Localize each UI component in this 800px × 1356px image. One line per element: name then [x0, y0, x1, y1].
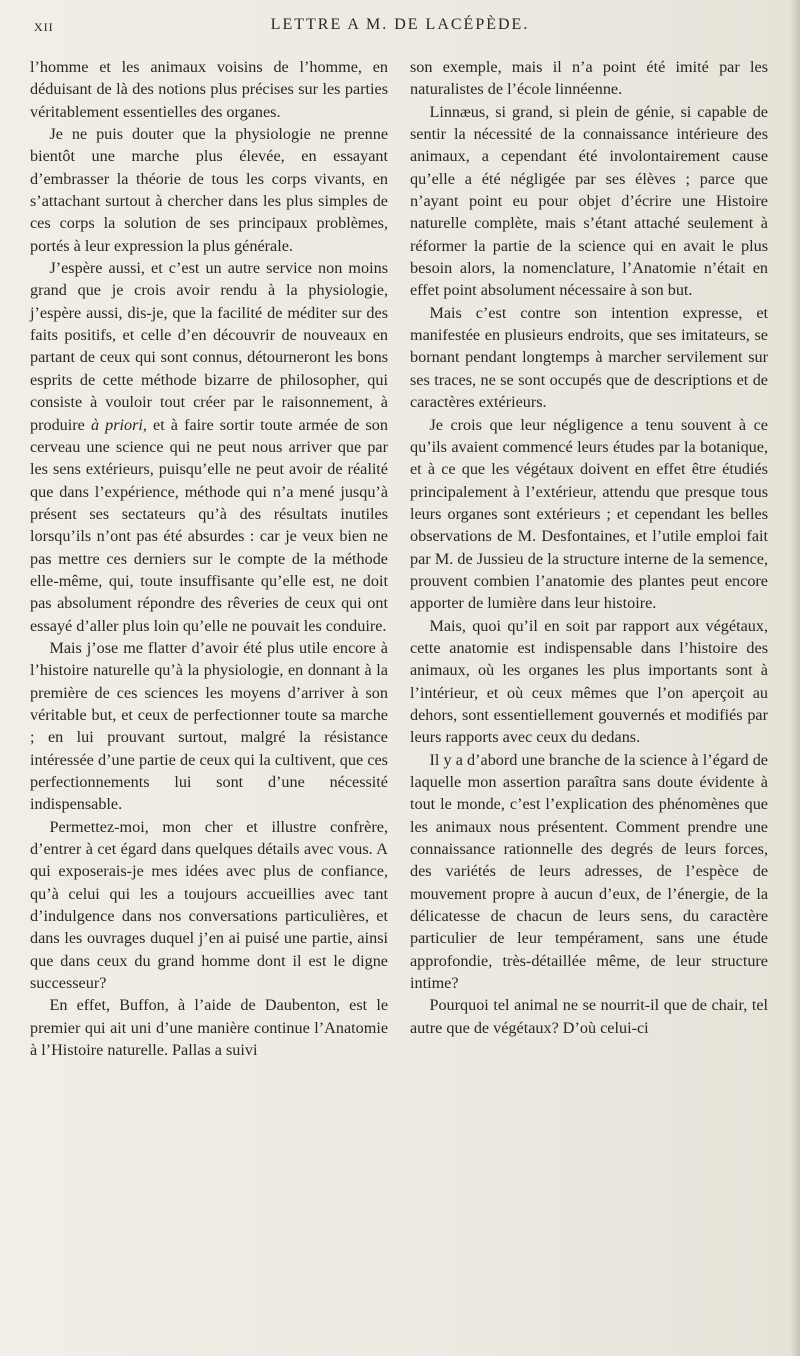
running-title: LETTRE A M. DE LACÉPÈDE.: [270, 16, 530, 33]
page-header: [30, 8, 770, 42]
paragraph: Mais, quoi qu’il en soit par rapport aux végétaux, cette anatomie est indispensable dans l’histoire des animaux, où les organes les plus importants sont à l’intérieur, et où ceux mêmes que l’on aperçoit au dehors, sont essentiellement gouvernés et modifiés par leurs rapports avec ceux du dedans.: [410, 616, 768, 747]
paragraph: l’homme et les animaux voisins de l’homme, en déduisant de là des notions plus précises sur les parties véritablement essentielles des organes.: [30, 58, 388, 121]
text-run: , et à faire sortir toute armée de son cerveau une science qui ne peut nous arriver que par les sens extérieurs, puisqu’elle ne peut avoir de réalité que dans l’expérience, méthode qui n’a mené jusqu’à présent ses sectateurs qu’à des résultats inutiles lorsqu’ils n’ont pas été absurdes : car je veux bien ne pas mettre ces derniers sur le compte de la méthode elle-même, qui, toute insuffisante qu’elle est, ne doit pas absolument répondre des rêveries de ceux qui ont essayé d’aller plus loin qu’elle ne pouvait les conduire.: [30, 415, 388, 635]
text-run: J’espère aussi, et c’est un autre service non moins grand que je crois avoir rendu à la physiologie, j’espère aussi, dis-je, que la facilité de méditer sur des faits positifs, et celle d’en découvrir de nouveaux en partant de ceux qui sont connus, détourneront les bons esprits de cette méthode bizarre de philosopher, qui consiste à vouloir tout créer par le raisonnement, à produire: [30, 259, 388, 434]
right-column: [410, 56, 768, 1039]
paragraph: son exemple, mais il n’a point été imité par les naturalistes de l’école linnéenne.: [410, 58, 768, 99]
paragraph: Je crois que leur négligence a tenu souvent à ce qu’ils avaient commencé leurs études par la botanique, et à ce que les végétaux doivent en effet être étudiés principalement à l’extérieur, attendu que presque tous leurs organes sont extérieurs ; et cependant les belles observations de M. Desfontaines, et l’utile emploi fait par M. de Jussieu de la structure interne de la semence, prouvent combien l’anatomie des plantes peut encore apporter de lumière dans leur histoire.: [410, 415, 768, 613]
paragraph: [30, 257, 388, 637]
paragraph: Linnæus, si grand, si plein de génie, si capable de sentir la nécessité de la connaissance intérieure des animaux, a cependant été involontairement cause qu’elle a été négligée par ses élèves ; parce que n’ayant point eu pour objet d’écrire une Histoire naturelle complète, mais s’étant attaché seulement à réformer la partie de la science qui en avait le plus besoin alors, la nomenclature, l’Anatomie n’était en effet point absolument nécessaire à son but.: [410, 102, 768, 300]
paragraph: En effet, Buffon, à l’aide de Daubenton, est le premier qui ait uni d’une manière continue l’Anatomie à l’Histoire naturelle. Pallas a suivi: [30, 996, 388, 1060]
paragraph: Mais j’ose me flatter d’avoir été plus utile encore à l’histoire naturelle qu’à la physiologie, en donnant à la première de ces sciences les moyens d’arriver à son véritable but, et ceux de perfectionner toute sa marche ; en lui prouvant surtout, malgré la résistance intéressée d’une partie de ceux qui la cultivent, que ces perfectionnements lui sont d’une nécessité indispensable.: [30, 638, 388, 814]
paragraph: Je ne puis douter que la physiologie ne prenne bientôt une marche plus élevée, en essayant d’embrasser la théorie de tous les corps vivants, en s’attachant surtout à chercher dans les plus simples de ces corps la solution de ses principaux problèmes, portés à leur expression la plus générale.: [30, 125, 388, 255]
folio-number: XII: [34, 20, 54, 34]
paragraph: Il y a d’abord une branche de la science à l’égard de laquelle mon assertion paraîtra sans doute évidente à tout le monde, c’est l’explication des phénomènes que les animaux nous présentent. Comment prendre une connaissance rationnelle des degrés de leurs forces, des variétés de leurs adresses, de l’espèce de mouvement propre à aucun d’eux, de l’énergie, de la délicatesse de chacun de leurs sens, du caractère particulier de leur tempérament, sans une étude approfondie, très-détaillée même, de leur structure intime?: [410, 750, 768, 993]
paragraph: Pourquoi tel animal ne se nourrit-il que de chair, tel autre que de végétaux? D’où celui-ci: [410, 996, 768, 1037]
paragraph: Permettez-moi, mon cher et illustre confrère, d’entrer à cet égard dans quelques détails avec vous. A qui exposerais-je mes idées avec plus de confiance, qu’à celui qui les a toujours accueillies avec tant d’indulgence dans nos conversations particulières, et dans les ouvrages duquel j’en ai puisé une partie, ainsi que dans ceux du grand homme dont il est le digne successeur?: [30, 817, 388, 993]
paragraph: Mais c’est contre son intention expresse, et manifestée en plusieurs endroits, que ses imitateurs, se bornant pendant longtemps à marcher servilement sur ses traces, ne se sont occupés que de descriptions et de caractères extérieurs.: [410, 303, 768, 412]
left-column: [30, 56, 388, 1061]
page-edge-shadow: [790, 0, 800, 1356]
italic-term: à priori: [90, 415, 143, 434]
